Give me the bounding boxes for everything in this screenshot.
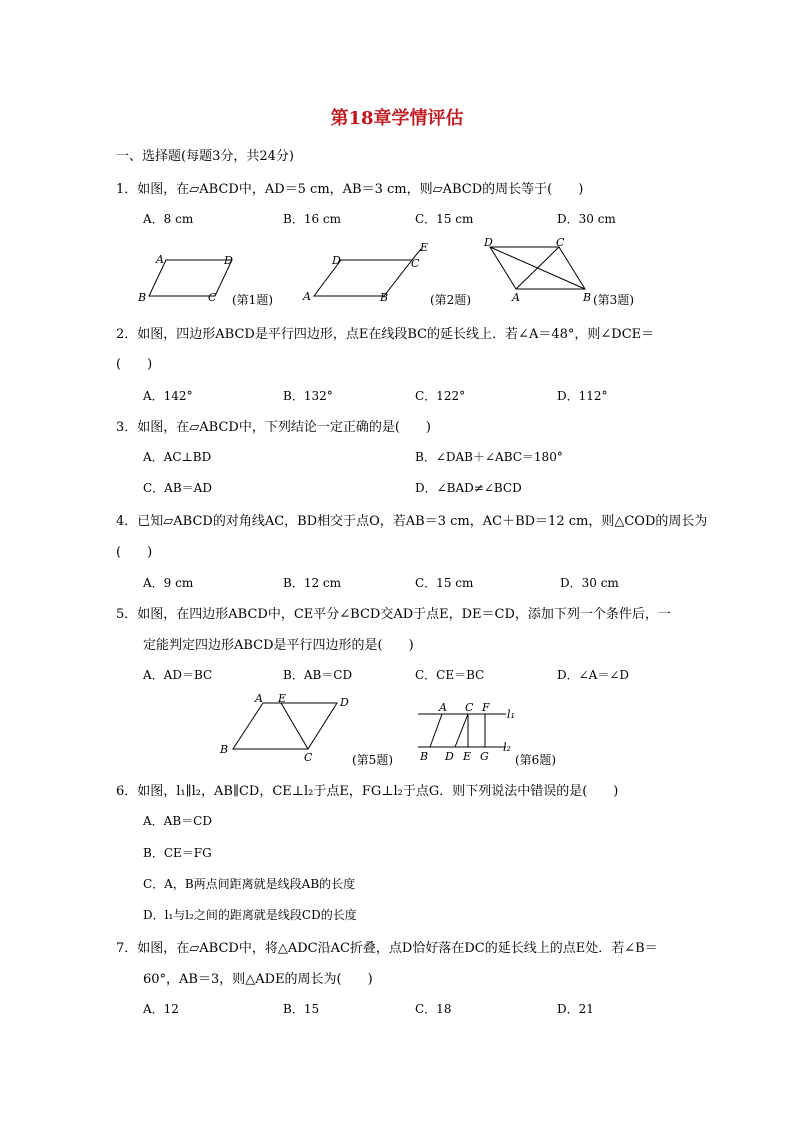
q6-option-a[interactable]: A．AB＝CD bbox=[143, 814, 212, 828]
fig6-label-e: E bbox=[463, 750, 472, 763]
q2-option-c[interactable]: C．122° bbox=[415, 389, 466, 403]
q4-option-a[interactable]: A．9 cm bbox=[143, 576, 194, 590]
fig3-label-a: A bbox=[512, 291, 520, 304]
question-5-stem: 5．如图，在四边形ABCD中，CE平分∠BCD交AD于点E，DE＝CD，添加下列一个条件后，一 bbox=[116, 607, 671, 622]
figure-6-caption: (第6题) bbox=[515, 753, 556, 767]
fig3-label-c: C bbox=[556, 236, 565, 249]
q4-option-c[interactable]: C．15 cm bbox=[415, 576, 474, 590]
figure-2-caption: (第2题) bbox=[430, 293, 471, 307]
question-7-stem: 7．如图，在▱ABCD中，将△ADC沿AC折叠，点D恰好落在DC的延长线上的点E处．若∠B＝ bbox=[116, 941, 658, 956]
fig5-segment-ec bbox=[281, 703, 308, 749]
question-1-stem: 1．如图，在▱ABCD中，AD＝5 cm，AB＝3 cm，则▱ABCD的周长等于( ) bbox=[116, 182, 584, 197]
fig3-label-d: D bbox=[484, 236, 493, 249]
fig5-label-c: C bbox=[304, 751, 313, 764]
q7-option-c[interactable]: C．18 bbox=[415, 1002, 452, 1016]
question-5-stem-cont: 定能判定四边形ABCD是平行四边形的是( ) bbox=[143, 638, 414, 653]
fig2-label-c: C bbox=[411, 257, 420, 270]
fig6-label-c: C bbox=[465, 701, 474, 714]
q6-option-d[interactable]: D．l₁与l₂之间的距离就是线段CD的长度 bbox=[143, 908, 357, 922]
figure-3-parallelogram bbox=[480, 236, 600, 304]
fig5-label-a: A bbox=[255, 692, 263, 705]
fig6-label-d: D bbox=[445, 750, 454, 763]
fig1-label-c: C bbox=[208, 291, 217, 304]
q5-option-d[interactable]: D．∠A＝∠D bbox=[557, 668, 630, 682]
question-2-stem: 2．如图，四边形ABCD是平行四边形，点E在线段BC的延长线上．若∠A＝48°，则∠DCE＝ bbox=[116, 327, 655, 342]
fig5-label-d: D bbox=[340, 696, 349, 709]
question-4-stem-cont: ( ) bbox=[116, 545, 153, 560]
q7-option-b[interactable]: B．15 bbox=[283, 1002, 320, 1016]
fig6-label-f: F bbox=[482, 701, 490, 714]
q3-option-a[interactable]: A．AC⊥BD bbox=[143, 450, 212, 464]
question-2-stem-cont: ( ) bbox=[116, 357, 153, 372]
question-4-stem: 4．已知▱ABCD的对角线AC，BD相交于点O，若AB＝3 cm，AC＋BD＝12 cm，则△COD的周长为 bbox=[116, 514, 708, 529]
q1-option-d[interactable]: D．30 cm bbox=[557, 212, 616, 226]
figure-3-caption: (第3题) bbox=[593, 293, 634, 307]
fig5-label-b: B bbox=[220, 743, 229, 756]
q2-option-a[interactable]: A．142° bbox=[143, 389, 193, 403]
q2-option-d[interactable]: D．112° bbox=[557, 389, 608, 403]
fig3-label-b: B bbox=[583, 291, 592, 304]
fig6-label-b: B bbox=[420, 750, 429, 763]
q2-option-b[interactable]: B．132° bbox=[283, 389, 333, 403]
q3-option-b[interactable]: B．∠DAB＋∠ABC＝180° bbox=[415, 450, 563, 464]
q5-option-b[interactable]: B．AB＝CD bbox=[283, 668, 353, 682]
q1-option-b[interactable]: B．16 cm bbox=[283, 212, 342, 226]
q1-option-a[interactable]: A．8 cm bbox=[143, 212, 194, 226]
question-6-stem: 6．如图，l₁∥l₂，AB∥CD，CE⊥l₂于点E，FG⊥l₂于点G．则下列说法中错误的是( ) bbox=[116, 784, 619, 799]
figure-5-caption: (第5题) bbox=[352, 753, 393, 767]
fig5-label-e: E bbox=[278, 692, 287, 705]
q6-option-b[interactable]: B．CE＝FG bbox=[143, 846, 212, 860]
fig1-label-a: A bbox=[156, 253, 164, 266]
q5-option-a[interactable]: A．AD＝BC bbox=[143, 668, 213, 682]
fig2-label-a: A bbox=[303, 290, 311, 303]
fig6-label-g: G bbox=[480, 750, 489, 763]
figure-1-parallelogram bbox=[136, 250, 246, 306]
fig6-segment-ab bbox=[430, 714, 442, 747]
fig1-label-d: D bbox=[224, 254, 233, 267]
question-7-stem-cont: 60°，AB＝3，则△ADE的周长为( ) bbox=[143, 972, 373, 987]
q6-option-c[interactable]: C．A，B两点间距离就是线段AB的长度 bbox=[143, 877, 356, 891]
q4-option-d[interactable]: D．30 cm bbox=[560, 576, 619, 590]
fig3-diagonal-ca bbox=[516, 247, 559, 289]
fig6-label-l1: l₁ bbox=[507, 708, 515, 721]
figure-1-caption: (第1题) bbox=[232, 293, 273, 307]
fig6-label-a: A bbox=[439, 701, 447, 714]
figure-5-quadrilateral bbox=[215, 690, 355, 762]
page-title: 第18章学情评估 bbox=[330, 108, 464, 129]
q1-option-c[interactable]: C．15 cm bbox=[415, 212, 474, 226]
q3-option-c[interactable]: C．AB＝AD bbox=[143, 481, 212, 495]
q7-option-a[interactable]: A．12 bbox=[143, 1002, 179, 1016]
section-heading: 一、选择题(每题3分，共24分) bbox=[116, 149, 294, 164]
fig2-label-b: B bbox=[380, 291, 389, 304]
q4-option-b[interactable]: B．12 cm bbox=[283, 576, 342, 590]
fig1-label-b: B bbox=[138, 291, 147, 304]
fig2-shape bbox=[314, 260, 412, 296]
fig6-label-l2: l₂ bbox=[503, 741, 511, 754]
q7-option-d[interactable]: D．21 bbox=[557, 1002, 594, 1016]
figure-2-parallelogram bbox=[300, 240, 430, 302]
question-3-stem: 3．如图，在▱ABCD中，下列结论一定正确的是( ) bbox=[116, 420, 431, 435]
fig2-label-d: D bbox=[332, 254, 341, 267]
q5-option-c[interactable]: C．CE＝BC bbox=[415, 668, 485, 682]
figure-6-parallel-lines bbox=[414, 700, 524, 766]
q3-option-d[interactable]: D．∠BAD≠∠BCD bbox=[415, 481, 522, 495]
fig2-label-e: E bbox=[420, 241, 429, 254]
fig6-segment-cd bbox=[455, 714, 468, 747]
